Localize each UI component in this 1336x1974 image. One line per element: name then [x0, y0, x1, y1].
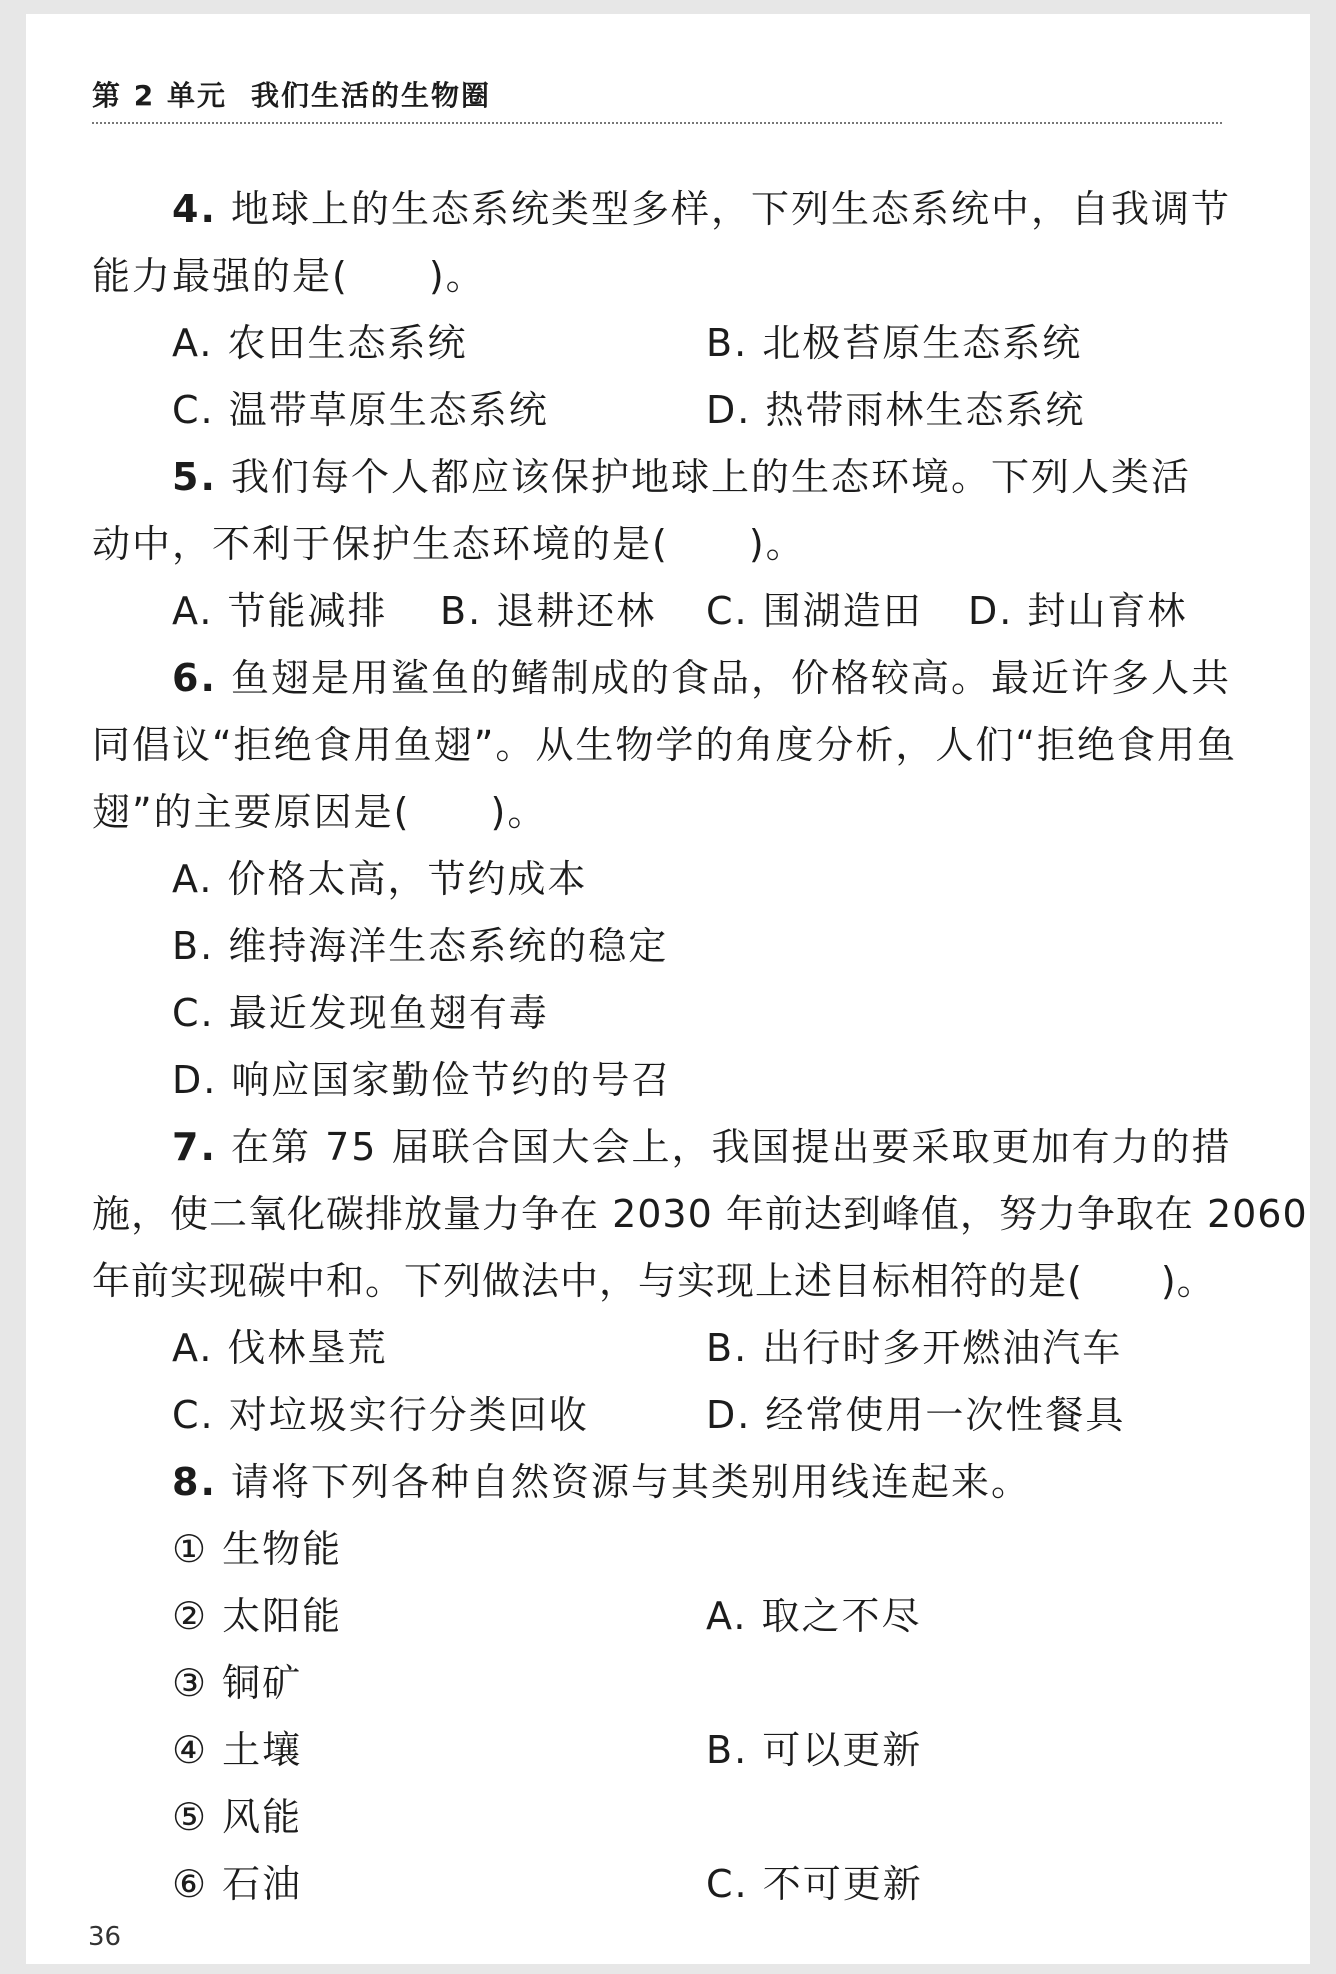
resource-item: ⑥ 石油 — [172, 1862, 303, 1906]
q4-option-c: C. 温带草原生态系统 — [172, 388, 549, 432]
q5-option-b: B. 退耕还林 — [440, 589, 657, 633]
q4-number: 4. — [172, 187, 217, 231]
q5-text-1: 我们每个人都应该保护地球上的生态环境。下列人类活 — [230, 455, 1191, 499]
resource-item: ① 生物能 — [172, 1527, 343, 1571]
q5-number: 5. — [172, 455, 217, 499]
q7-option-a: A. 伐林垦荒 — [172, 1326, 388, 1370]
q5-line1 — [172, 446, 1191, 501]
q4-line2: 能力最强的是( )。 — [92, 254, 486, 298]
q7-line3: 年前实现碳中和。下列做法中，与实现上述目标相符的是( )。 — [92, 1259, 1216, 1303]
page-header — [92, 74, 491, 114]
resource-item: ③ 铜矿 — [172, 1661, 303, 1705]
q6-option-b: B. 维持海洋生态系统的稳定 — [172, 924, 669, 968]
q5-option-d: D. 封山育林 — [968, 589, 1188, 633]
q4-line1 — [172, 178, 1231, 233]
resource-category: B. 可以更新 — [706, 1728, 923, 1772]
q8-number: 8. — [172, 1460, 217, 1504]
resource-item: ⑤ 风能 — [172, 1795, 303, 1839]
q6-number: 6. — [172, 656, 217, 700]
unit-label: 第 2 单元 — [92, 79, 227, 112]
q4-option-b: B. 北极苔原生态系统 — [706, 321, 1083, 365]
q8-text-1: 请将下列各种自然资源与其类别用线连起来。 — [230, 1460, 1031, 1504]
resource-item: ② 太阳能 — [172, 1594, 343, 1638]
q6-line2: 同倡议“拒绝食用鱼翅”。从生物学的角度分析，人们“拒绝食用鱼 — [92, 723, 1238, 767]
q4-option-a: A. 农田生态系统 — [172, 321, 468, 365]
q7-option-c: C. 对垃圾实行分类回收 — [172, 1393, 589, 1437]
q8-line1 — [172, 1451, 1031, 1506]
q5-option-c: C. 围湖造田 — [706, 589, 923, 633]
resource-item: ④ 土壤 — [172, 1728, 303, 1772]
resource-category: C. 不可更新 — [706, 1862, 923, 1906]
page-number: 36 — [88, 1922, 122, 1952]
q6-option-a: A. 价格太高，节约成本 — [172, 857, 588, 901]
q5-option-a: A. 节能减排 — [172, 589, 388, 633]
q6-line3: 翅”的主要原因是( )。 — [92, 790, 548, 834]
q7-line2: 施，使二氧化碳排放量力争在 2030 年前达到峰值，努力争取在 2060 — [92, 1192, 1308, 1236]
q6-option-d: D. 响应国家勤俭节约的号召 — [172, 1058, 672, 1102]
q6-text-1: 鱼翅是用鲨鱼的鳍制成的食品，价格较高。最近许多人共 — [230, 656, 1231, 700]
q5-line2: 动中，不利于保护生态环境的是( )。 — [92, 522, 806, 566]
q4-text-1: 地球上的生态系统类型多样，下列生态系统中，自我调节 — [230, 187, 1231, 231]
q6-line1 — [172, 647, 1231, 702]
q7-option-d: D. 经常使用一次性餐具 — [706, 1393, 1126, 1437]
q4-option-d: D. 热带雨林生态系统 — [706, 388, 1086, 432]
q6-option-c: C. 最近发现鱼翅有毒 — [172, 991, 549, 1035]
resource-category: A. 取之不尽 — [706, 1594, 922, 1638]
q7-text-1: 在第 75 届联合国大会上，我国提出要采取更加有力的措 — [230, 1125, 1232, 1169]
q7-line1 — [172, 1116, 1232, 1171]
q7-option-b: B. 出行时多开燃油汽车 — [706, 1326, 1123, 1370]
header-divider — [92, 122, 1222, 124]
unit-title: 我们生活的生物圈 — [250, 79, 491, 112]
q7-number: 7. — [172, 1125, 217, 1169]
